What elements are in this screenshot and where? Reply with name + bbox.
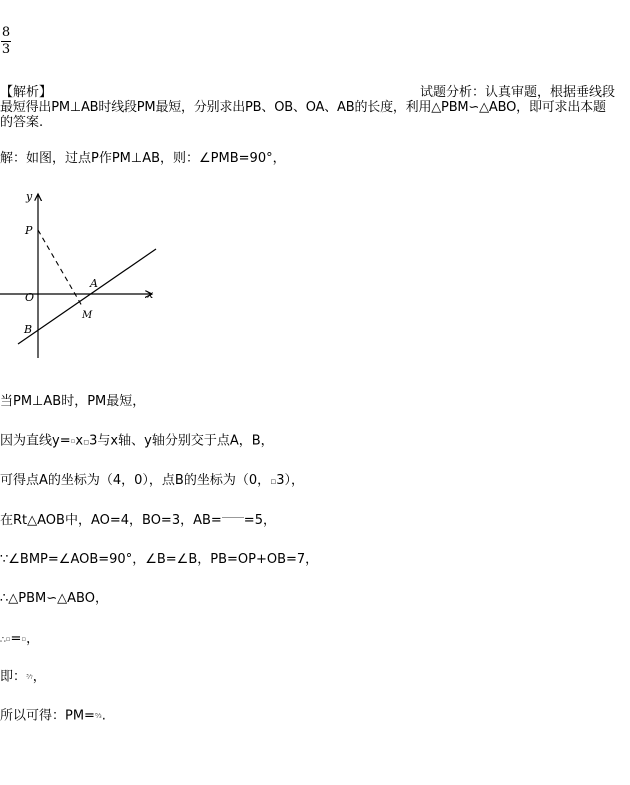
solution-intro: 解：如图，过点P作PM⊥AB，则：∠PMB=90°， bbox=[0, 151, 286, 166]
step2-c: 3与x轴、y轴分别交于点A，B， bbox=[89, 433, 274, 449]
step9 bbox=[0, 709, 106, 724]
analysis-heading: 【解析】 bbox=[0, 85, 53, 100]
label-b: B bbox=[24, 323, 33, 336]
step2 bbox=[0, 434, 274, 450]
step3 bbox=[0, 474, 304, 489]
line-ab bbox=[18, 249, 156, 344]
minus-glyph: ▫ bbox=[270, 477, 277, 487]
step7 bbox=[0, 632, 39, 648]
equation-glyph: ³⁄₇ bbox=[26, 673, 33, 681]
result-glyph: ⁸⁄₃ bbox=[94, 712, 102, 720]
analysis-line1: 试题分析：认真审题，根据垂线段 bbox=[420, 85, 616, 100]
step3-end: 3）， bbox=[276, 473, 305, 488]
step2-a: 因为直线y= bbox=[0, 433, 71, 449]
analysis-line2: 最短得出PM⊥AB时线段PM最短，分别求出PB、OB、OA、AB的长度，利用△PBM∽△ABO，即可求出本题 bbox=[0, 100, 606, 115]
sqrt-glyph bbox=[222, 517, 244, 524]
step8-b: ， bbox=[32, 669, 46, 685]
step6: ∴△PBM∽△ABO， bbox=[0, 591, 108, 606]
step7-c: ， bbox=[26, 631, 40, 647]
step9-a: 所以可得：PM= bbox=[0, 708, 95, 724]
step4 bbox=[0, 514, 276, 528]
fraction-glyph: ▫ bbox=[70, 437, 76, 445]
coordinate-figure bbox=[0, 188, 170, 358]
ratio-glyph-1: ▫ bbox=[5, 635, 11, 643]
answer-denominator: 3 bbox=[1, 42, 11, 57]
label-p: P bbox=[25, 224, 33, 237]
step4-b: =5， bbox=[243, 513, 276, 528]
step2-b: x bbox=[75, 433, 84, 449]
label-y: y bbox=[26, 190, 33, 203]
answer-numerator: 8 bbox=[1, 25, 11, 40]
label-x: x bbox=[147, 288, 154, 301]
label-a: A bbox=[90, 277, 98, 290]
step3-text: 可得点A的坐标为（4，0），点B的坐标为（0， bbox=[0, 473, 271, 488]
step8 bbox=[0, 670, 46, 685]
step8-a: 即： bbox=[0, 669, 27, 685]
step9-b: . bbox=[101, 708, 106, 724]
step5: ∵∠BMP=∠AOB=90°，∠B=∠B，PB=OP+OB=7， bbox=[0, 552, 319, 567]
minus-glyph: ▫ bbox=[83, 437, 90, 448]
label-o: O bbox=[25, 291, 35, 304]
segment-pm bbox=[38, 230, 82, 306]
label-m: M bbox=[82, 310, 93, 321]
answer-fraction bbox=[0, 26, 13, 57]
step7-a: ∴ bbox=[0, 635, 6, 646]
analysis-line3: 的答案. bbox=[0, 115, 44, 130]
step4-a: 在Rt△AOB中，AO=4，BO=3，AB= bbox=[0, 513, 222, 528]
ratio-glyph-2: ▫ bbox=[21, 635, 27, 643]
step1: 当PM⊥AB时，PM最短， bbox=[0, 394, 146, 409]
step7-b: = bbox=[10, 631, 22, 647]
